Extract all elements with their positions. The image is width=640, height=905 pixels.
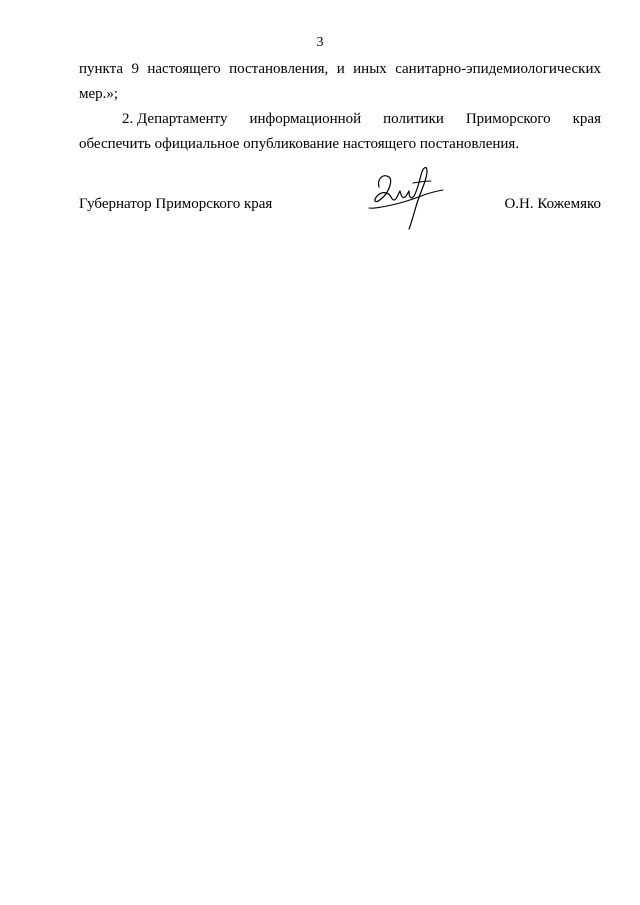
word: иных <box>353 61 387 77</box>
paragraph-1-line-2: мер.»; <box>79 86 119 102</box>
word: санитарно-эпидемиологических <box>395 61 601 77</box>
signature-block <box>79 196 601 236</box>
paragraph-2-line-1 <box>122 112 601 127</box>
word: настоящего <box>147 61 221 77</box>
word: 9 <box>131 61 139 77</box>
word: Приморского <box>465 111 551 127</box>
word: и <box>336 61 345 77</box>
word: края <box>572 111 601 127</box>
paragraph-2-line-2: обеспечить официальное опубликование настоящего постановления. <box>79 136 520 152</box>
word: политики <box>383 111 444 127</box>
word: 2. Департаменту <box>122 111 228 127</box>
word: постановления, <box>229 61 329 77</box>
signer-name: О.Н. Кожемяко <box>504 196 601 212</box>
page-number: 3 <box>316 35 324 50</box>
word: информационной <box>249 111 362 127</box>
paragraph-1-line-1 <box>79 62 601 77</box>
handwritten-signature-icon <box>367 163 447 233</box>
word: пункта <box>79 61 124 77</box>
signer-title: Губернатор Приморского края <box>79 196 273 212</box>
